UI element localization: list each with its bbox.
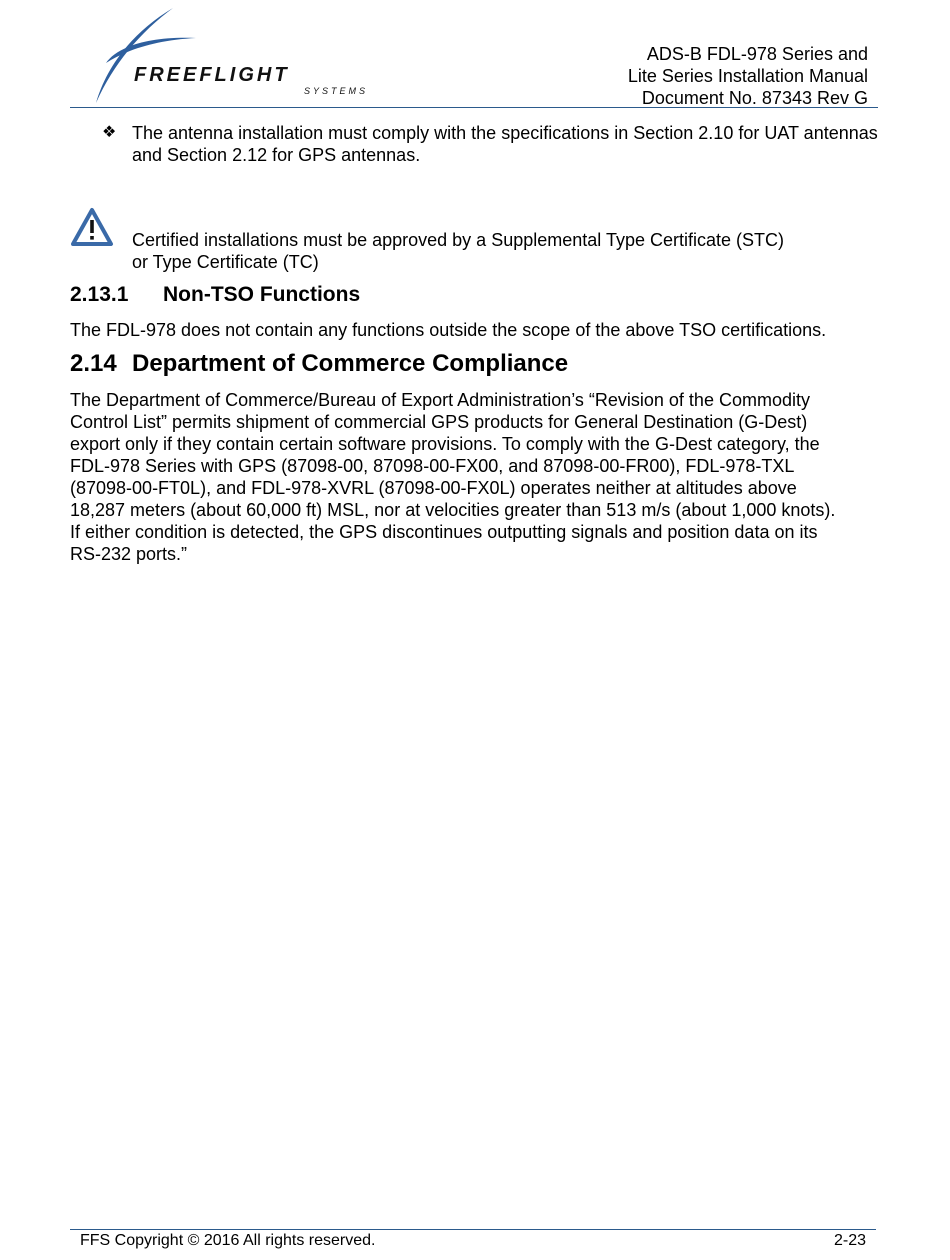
section-number: 2.14 xyxy=(70,350,117,377)
section-title: Non-TSO Functions xyxy=(163,283,361,306)
header-line-1: ADS-B FDL-978 Series and xyxy=(646,44,868,64)
paragraph-line: RS-232 ports.” xyxy=(70,544,188,564)
header-line-3: Document No. 87343 Rev G xyxy=(641,88,868,108)
paragraph-line: If either condition is detected, the GPS discontinues outputting signals and position data on its xyxy=(70,522,818,542)
paragraph-line: Control List” permits shipment of commercial GPS products for General Destination (G-Dest) xyxy=(70,412,808,432)
warning-triangle-icon xyxy=(70,207,114,247)
paragraph-line: FDL-978 Series with GPS (87098-00, 87098-00-FX00, and 87098-00-FR00), FDL-978-TXL xyxy=(70,456,795,476)
paragraph-line: 18,287 meters (about 60,000 ft) MSL, nor at velocities greater than 513 m/s (about 1,000 knots). xyxy=(70,500,836,520)
section-body-2-13-1: The FDL-978 does not contain any functions outside the scope of the above TSO certifications. xyxy=(70,320,827,340)
footer-copyright: FFS Copyright © 2016 All rights reserved. xyxy=(80,1232,376,1249)
diamond-bullet-icon: ❖ xyxy=(102,124,117,141)
header-line-2: Lite Series Installation Manual xyxy=(627,66,868,86)
warning-line-2: or Type Certificate (TC) xyxy=(132,252,319,272)
paragraph-line: export only if they contain certain software provisions. To comply with the G-Dest category, the xyxy=(70,434,820,454)
logo-brand-text: FREEFLIGHT xyxy=(134,64,290,86)
warning-line-1: Certified installations must be approved by a Supplemental Type Certificate (STC) xyxy=(132,230,784,250)
paragraph-line: (87098-00-FT0L), and FDL-978-XVRL (87098-00-FX0L) operates neither at altitudes above xyxy=(70,478,797,498)
logo-sub-text: SYSTEMS xyxy=(304,86,369,96)
header-rule xyxy=(70,107,878,108)
footer-rule xyxy=(70,1229,876,1230)
bullet-text: The antenna installation must comply with the specifications in Section 2.10 for UAT antennas and Section 2.12 for GPS antennas. xyxy=(132,123,878,165)
document-header xyxy=(628,43,868,109)
section-number: 2.13.1 xyxy=(70,283,129,306)
warning-text xyxy=(132,229,892,273)
page-number: 2-23 xyxy=(833,1232,866,1249)
section-heading-2-13-1 xyxy=(70,283,360,307)
section-body-2-14 xyxy=(70,389,900,565)
freeflight-logo xyxy=(76,8,376,108)
section-heading-2-14 xyxy=(70,350,568,378)
paragraph-line: The Department of Commerce/Bureau of Export Administration’s “Revision of the Commodity xyxy=(70,390,810,410)
section-title: Department of Commerce Compliance xyxy=(132,350,569,377)
